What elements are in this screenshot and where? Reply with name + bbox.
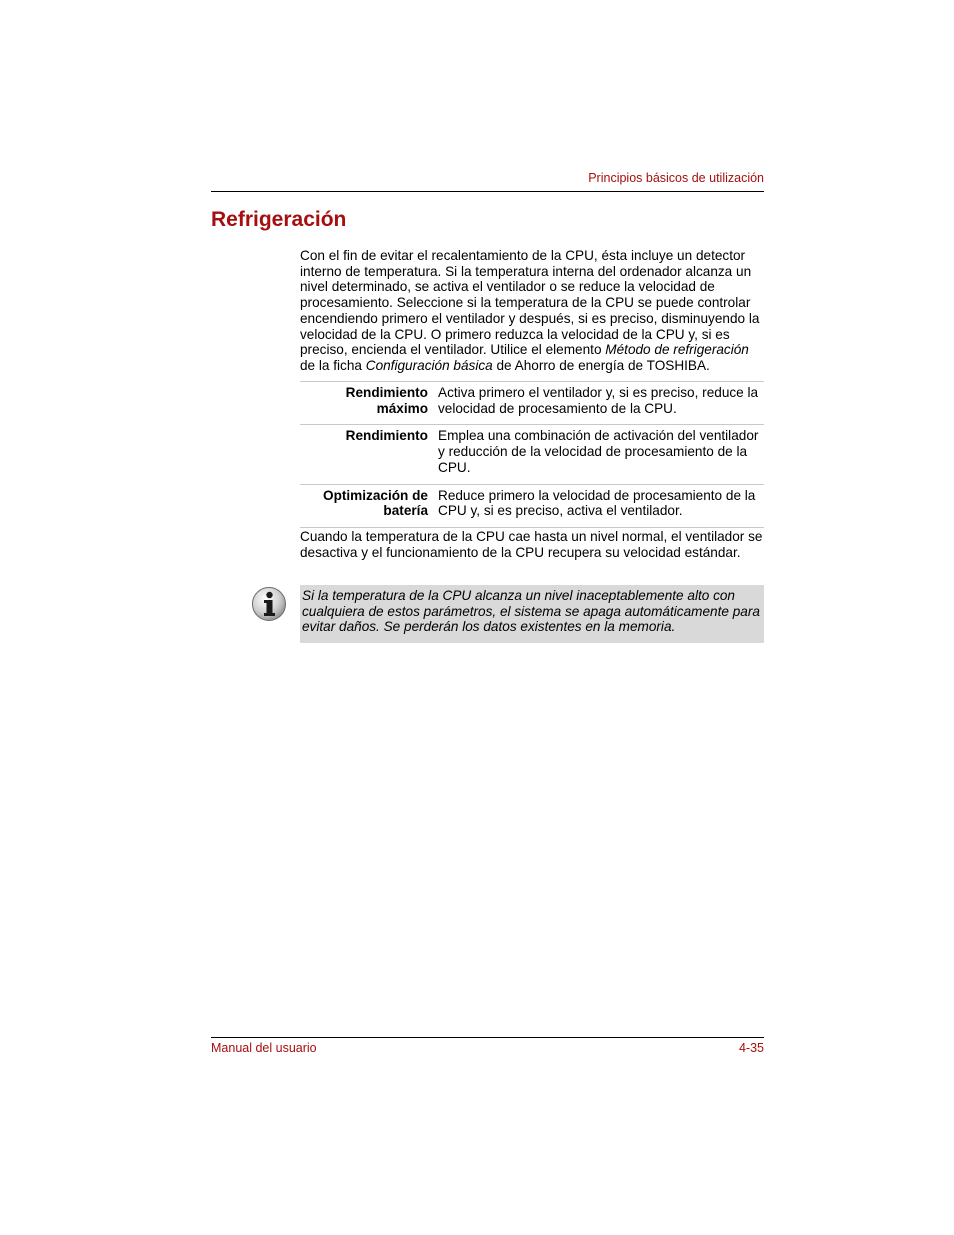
table-row [300,382,764,425]
option-term: Rendimiento máximo [300,382,436,425]
note-box [300,585,764,643]
intro-paragraph [300,248,764,374]
intro-text-2: de la ficha [300,357,366,373]
option-description: Emplea una combinación de activación del ventilador y reducción de la velocidad de procesamiento de la CPU. [436,425,764,484]
after-paragraph: Cuando la temperatura de la CPU cae hasta un nivel normal, el ventilador se desactiva y el funcionamiento de la CPU recupera su velocidad estándar. [300,529,763,560]
header-rule [211,191,764,192]
intro-emphasis-1: Método de refrigeración [605,342,749,358]
option-description: Activa primero el ventilador y, si es preciso, reduce la velocidad de procesamiento de la CPU. [436,382,764,425]
intro-text-3: de Ahorro de energía de TOSHIBA. [492,357,710,373]
footer-rule [211,1037,764,1038]
option-term: Optimización de batería [300,484,436,527]
table-row [300,425,764,484]
section-title: Refrigeración [211,208,347,231]
info-icon [251,586,287,622]
option-term: Rendimiento [300,425,436,484]
note-text: Si la temperatura de la CPU alcanza un nivel inaceptablemente alto con cualquiera de estos parámetros, el sistema se apaga automáticamente para evitar daños. Se perderán los datos existentes en la memoria. [302,588,760,635]
running-header: Principios básicos de utilización [588,171,764,185]
option-description: Reduce primero la velocidad de procesamiento de la CPU y, si es preciso, activa el ventilador. [436,484,764,527]
page-number: 4-35 [738,1041,764,1055]
table-row [300,484,764,527]
intro-text-1: Con el fin de evitar el recalentamiento de la CPU, ésta incluye un detector interno de temperatura. Si la temperatura interna del ordenador alcanza un nivel determinado, se activa el ventilador o se reduce la velocidad de procesamiento. Seleccione si la temperatura de la CPU se puede controlar encendiendo primero el ventilador y después, si es preciso, disminuyendo la velocidad de la CPU. O primero reduzca la velocidad de la CPU y, si es preciso, encienda el ventilador. Utilice el elemento [300,248,760,358]
cooling-options-table [300,381,764,528]
footer-manual-title: Manual del usuario [211,1041,317,1055]
intro-emphasis-2: Configuración básica [365,357,493,373]
